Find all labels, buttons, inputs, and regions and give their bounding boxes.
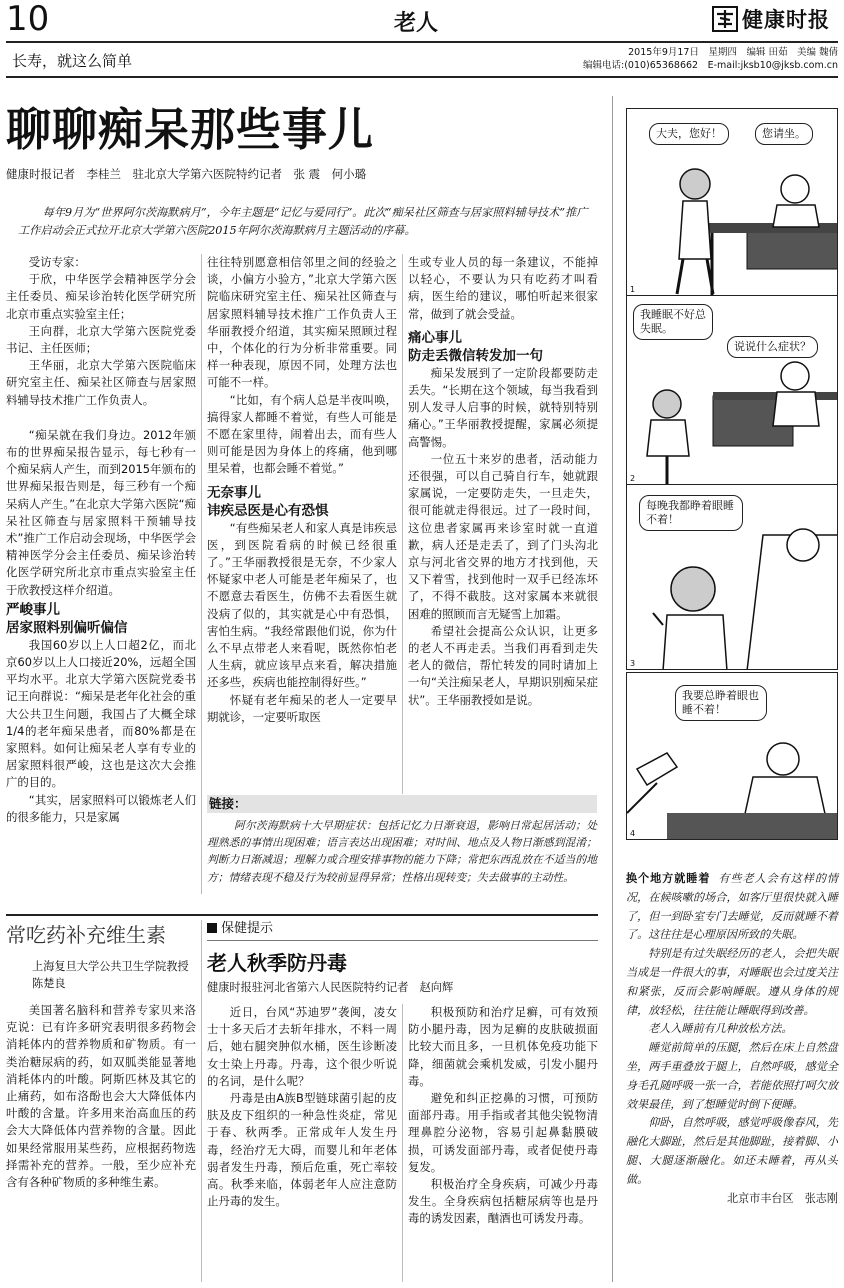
- vitamin-author: 上海复旦大学公共卫生学院教授 陈楚良: [32, 960, 200, 990]
- sleep-author: 北京市丰台区 张志刚: [727, 1191, 838, 1205]
- sleep-article: [626, 870, 838, 1208]
- speech-bubble: 大夫，您好！: [649, 123, 729, 145]
- column-title: 长寿，就这么简单: [12, 52, 133, 70]
- paragraph: 我国60岁以上人口超2亿，而北京60岁以上人口接近20%，远超全国平均水平。北京大学第六医院党委书记王向群说：“痴呆是老年化社会的重大公共卫生问题，我国占了大概全球1/4的老年痴呆患者，而80%都是在家照料。如何让痴呆老人享有专业的居家照料很严峻，这也是这次大会推广的目的。: [6, 637, 196, 790]
- expert-3: 王华丽，北京大学第六医院临床研究室主任、痴呆社区筛查与居家照料辅导技术推广工作负责人。: [6, 358, 196, 407]
- article-byline: 健康时报记者 李桂兰 驻北京大学第六医院特约记者 张 震 何小璐: [6, 167, 367, 181]
- speech-bubble: 我睡眠不好总失眠。: [633, 304, 713, 340]
- speech-bubble: 您请坐。: [755, 123, 813, 145]
- page-number: 10: [6, 0, 50, 39]
- paragraph: 希望社会提高公众认识，让更多的老人不再走丢。当我们再看到走失老人的微信，帮忙转发的同时请加上一句“关注痴呆老人，早期识别痴呆症状”。王华丽教授如是说。: [408, 623, 598, 707]
- tag-label: 保健提示: [221, 921, 274, 936]
- paragraph: 仰卧，自然呼吸，感觉呼吸像春风，先融化大脚趾，然后是其他脚趾，接着脚、小腿、大腿逐渐融化。如还未睡着，再从头做。: [626, 1116, 838, 1186]
- date-line: 2015年9月17日 星期四 编辑 田茹 美编 魏倩: [628, 47, 838, 58]
- section-subheading: 讳疾忌医是心有恐惧: [207, 502, 329, 519]
- paragraph: “其实，居家照料可以锻炼老人们的很多能力，只是家属: [6, 792, 196, 824]
- link-box: [207, 795, 597, 913]
- column-divider: [402, 1004, 403, 1282]
- sleep-title: 换个地方就睡着: [626, 872, 711, 885]
- speech-bubble: 我要总睁着眼也睡不着！: [675, 685, 767, 721]
- panel-number: 1: [630, 285, 636, 294]
- paragraph: 痴呆发展到了一定阶段都要防走丢失。“长期在这个领域，每当我看到别人发寻人启事的时候，就特别特别痛心。”王华丽教授提醒，家属必须提高警惕。: [408, 365, 598, 449]
- experts-label: 受访专家：: [28, 255, 86, 269]
- paper-name: 健康时报: [742, 7, 830, 32]
- logo-icon: [712, 6, 738, 32]
- comic-panel-1: [626, 108, 838, 296]
- speech-bubble: 说说什么症状？: [727, 336, 818, 358]
- paper-logo: [712, 4, 840, 34]
- link-label: 链接：: [207, 795, 597, 813]
- section-heading: 无奈事儿: [207, 484, 261, 501]
- column-divider: [612, 96, 613, 1282]
- section-subheading: 居家照料别偏听偏信: [6, 619, 128, 636]
- column-divider: [402, 254, 403, 794]
- speech-bubble: 每晚我都睁着眼睡不着！: [639, 495, 743, 531]
- shingles-col-2: [408, 1004, 598, 1228]
- header-rule-2: [6, 76, 838, 78]
- paragraph: 睡觉前简单的压腿，然后在床上自然盘坐，两手重叠放于腿上，自然呼吸，感觉全身毛孔随呼吸一张一合，若能依照打呵欠放效果最佳，到了想睡觉时倒下便睡。: [626, 1041, 838, 1111]
- paragraph: 一位五十来岁的患者，活动能力还很强，可以自己骑自行车，她就跟家属说，一定要防走失，一旦走失，很可能就走得很远。过了一段时间，这位患者家属再来诊室时就一直道歉，病人还是走丢了，到了门头沟北京与河北省交界的地方才找到他，天又下着雪，找到他时一双手已经冻坏了，不得不截肢。这对家属本来就很困难的照顾而言无疑雪上加霜。: [408, 451, 598, 621]
- vitamin-body: [6, 1002, 196, 1191]
- article-title: 聊聊痴呆那些事儿: [6, 103, 375, 156]
- section-heading: 痛心事儿: [408, 329, 462, 346]
- section-rule: [6, 914, 598, 916]
- expert-2: 王向群，北京大学第六医院党委书记、主任医师；: [6, 323, 196, 356]
- article-col-1: [6, 254, 196, 826]
- comic-panel-3: [626, 484, 838, 670]
- paragraph: 老人入睡前有几种放松方法。: [648, 1022, 793, 1036]
- square-bullet-icon: [207, 923, 217, 933]
- section-heading: 严峻事儿: [6, 601, 60, 618]
- section-title: 老人: [394, 10, 439, 36]
- header-rule: [6, 41, 838, 43]
- paragraph: 积极预防和治疗足癣，可有效预防小腿丹毒，因为足癣的皮肤破损面比较大而且多，一旦机体免疫功能下降，细菌就会乘机发威，引发小腿丹毒。: [408, 1005, 598, 1088]
- paragraph: 避免和纠正挖鼻的习惯，可预防面部丹毒。用手指或者其他尖锐物清理鼻腔分泌物，容易引起鼻黏膜破损，可诱发面部丹毒，或者促使丹毒复发。: [408, 1091, 598, 1174]
- article-col-2: [207, 254, 397, 726]
- paragraph: “有些痴呆老人和家人真是讳疾忌医，到医院看病的时候已经很重了。”王华丽教授很是无奈，不少家人怀疑家中老人可能是老年痴呆了，也不愿意去看医生，仿佛不去看医生就没病了似的，其实就是心中有恐惧，害怕生病。“我经常跟他们说，你为什么不早点带老人来看呢，既然你怕老人生病，就应该早点来看，解决措施还多些，疾病也能控制得好些。”: [207, 520, 397, 690]
- health-tip-tag: [207, 920, 273, 938]
- paragraph: “痴呆就在我们身边。2012年颁布的世界痴呆报告显示，每七秒有一个痴呆病人产生，而到2015年颁布的世界痴呆报告则是，每三秒有一个痴呆病人产生。”在北京大学第六医院“痴呆社区筛查与居家照料干预辅导技术”推广工作启动会现场，中华医学会精神医学分会主任委员、痴呆诊治转化医学研究所北京市重点实验室主任于欣教授这样介绍道。: [6, 427, 196, 597]
- comic-panel-4: [626, 672, 838, 840]
- paragraph: “比如，有个病人总是半夜叫唤，搞得家人都睡不着觉，有些人可能是不愿在家里待，闹着出去，而有些人则可能是因为身体上的疼痛，他到哪里呆着，也都会睡不着觉。”: [207, 392, 397, 476]
- column-divider: [201, 254, 202, 894]
- comic-panel-2: [626, 295, 838, 485]
- contact-line: 编辑电话:(010)65368662 E-mail:jksb10@jksb.com.cn: [583, 60, 838, 71]
- expert-1: 于欣，中华医学会精神医学分会主任委员、痴呆诊治转化医学研究所北京市重点实验室主任；: [6, 272, 196, 321]
- shingles-title: 老人秋季防丹毒: [207, 951, 347, 975]
- paragraph: 怀疑有老年痴呆的老人一定要早期就诊，一定要听取医: [207, 692, 397, 724]
- section-subheading: 防走丢微信转发加一句: [408, 347, 543, 364]
- paragraph: 特别是有过失眠经历的老人，会把失眠当成是一件很大的事，对睡眠也会过度关注和紧张，反而会影响睡眠。遵从身体的规律，放轻松，往往能让睡眠得到改善。: [626, 947, 838, 1017]
- paragraph: 往往特别愿意相信邻里之间的经验之谈，小偏方小验方，”北京大学第六医院临床研究室主任、痴呆社区筛查与居家照料辅导技术推广工作负责人王华丽教授介绍道，其实痴呆照顾过程中，个体化的行为分析非常重要。同样一种表现，原因不同，处理方法也可能不一样。: [207, 255, 397, 390]
- vitamin-title: 常吃药补充维生素: [6, 923, 166, 947]
- tag-underline: [207, 940, 598, 941]
- article-col-3: [408, 254, 598, 709]
- column-divider: [201, 920, 202, 1282]
- paragraph: 丹毒是由A族B型链球菌引起的皮肤及皮下组织的一种急性炎症，常见于春、秋两季。正常成年人发生丹毒，经治疗无大碍，而婴儿和年老体弱者发生丹毒，预后危重，死亡率较高。秋季来临，体弱老年人应注意防止丹毒的发生。: [207, 1091, 397, 1209]
- paragraph: 美国著名脑科和营养专家贝来洛克说：已有许多研究表明很多药物会消耗体内的营养物质和矿物质。有一类治糖尿病的药，如双胍类能显著地消耗体内的叶酸。阿斯匹林及其它的止痛药，如布洛酚也会大大降低体内叶酸的含量。许多用来治高血压的药会大大降低体内营养物的含量。因此如果经常服用某些药，应根据药物选择需补充的营养。一般，至少应补充含有各种矿物质的多种维生素。: [6, 1003, 196, 1190]
- panel-number: 3: [630, 659, 636, 668]
- link-text: 阿尔茨海默病十大早期症状：包括记忆力日渐衰退，影响日常起居活动；处理熟悉的事情出现困难；语言表达出现困难；对时间、地点及人物日渐感到混淆；判断力日渐减退；理解力或合理安排事物的能力下降；常把东西乱放在不适当的地方；情绪表现不稳及行为较前显得异常；性格出现转变；失去做事的主动性。: [207, 819, 597, 884]
- shingles-byline: 健康时报驻河北省第六人民医院特约记者 赵向辉: [207, 981, 454, 994]
- shingles-col-1: [207, 1004, 397, 1210]
- paragraph: 积极治疗全身疾病，可减少丹毒发生。全身疾病包括糖尿病等也是丹毒的诱发因素，酗酒也可诱发丹毒。: [408, 1177, 598, 1226]
- article-lead: 每年9月为“世界阿尔茨海默病月”，今年主题是“记忆与爱同行”。此次“痴呆社区筛查与居家照料辅导技术”推广工作启动会正式拉开北京大学第六医院2015年阿尔茨海默病月主题活动的序幕。: [18, 206, 588, 237]
- paragraph: 近日，台风“苏迪罗”袭闽，凌女士十多天后才去斩年排水，不料一周后，她右腿突肿似水桶，医生诊断凌女士染上丹毒。丹毒，这个很少听说的名词，是什么呢？: [207, 1005, 397, 1088]
- panel-number: 4: [630, 829, 636, 838]
- paragraph: 生或专业人员的每一条建议，不能掉以轻心，不要认为只有吃药才叫看病，医生给的建议，哪怕听起来很家常，做到了就会受益。: [408, 255, 598, 321]
- paragraph: 有些老人会有这样的情况，在候咳嗽的场合，如客厅里很快就入睡了，但一到卧室专门去睡觉，反而就睡不着了。这往往是心理原因所致的失眠。: [626, 872, 838, 942]
- panel-number: 2: [630, 474, 636, 483]
